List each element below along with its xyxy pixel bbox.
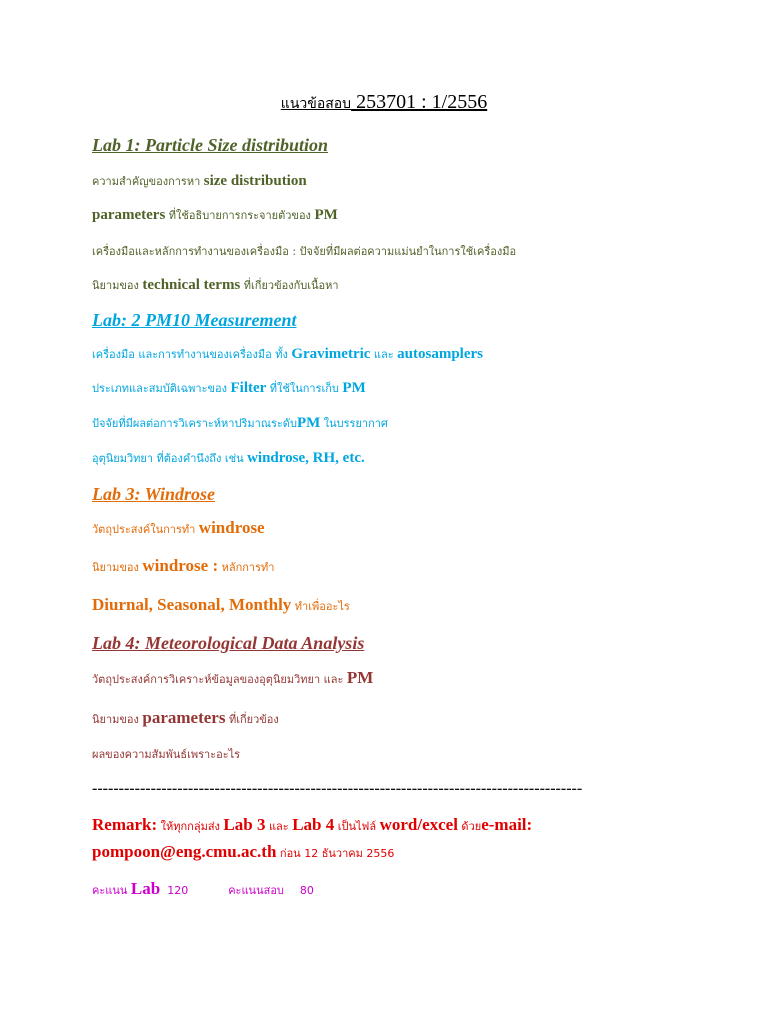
lab2-line-4: อุตุนิยมวิทยา ที่ต้องคำนึงถึง เช่น windrose, RH, etc.: [92, 450, 365, 466]
lab3-line-2: นิยามของ windrose : หลักการทำ: [92, 556, 275, 575]
lab3-line-1: วัตถุประสงค์ในการทำ windrose: [92, 518, 265, 537]
lab2-line-3: ปัจจัยที่มีผลต่อการวิเคราะห์หาปริมาณระดับPM ในบรรยากาศ: [92, 415, 388, 431]
lab2-heading: Lab: 2 PM10 Measurement: [92, 310, 297, 330]
lab4-heading: Lab 4: Meteorological Data Analysis: [92, 633, 365, 653]
lab2-line-2: ประเภทและสมบัติเฉพาะของ Filter ที่ใช้ในการเก็บ PM: [92, 380, 366, 396]
lab3-line-3: Diurnal, Seasonal, Monthly ทำเพื่ออะไร: [92, 595, 350, 614]
title-code: 253701 : 1/2556: [351, 91, 488, 113]
page-title: [0, 92, 768, 112]
lab4-line-3: ผลของความสัมพันธ์เพราะอะไร: [92, 748, 241, 761]
score-line: คะแนน Lab 120 คะแนนสอบ 80: [92, 879, 314, 898]
email-text: pompoon@eng.cmu.ac.th: [92, 842, 277, 861]
dashed-divider: --------------------------------------------------------------------------------------------: [92, 780, 583, 797]
remark-label: Remark:: [92, 815, 158, 834]
lab1-line-4: นิยามของ technical terms ที่เกี่ยวข้องกับเนื้อหา: [92, 277, 339, 293]
remark-line-1: Remark: ให้ทุกกลุ่มส่ง Lab 3 และ Lab 4 เป็นไฟล์ word/excel ด้วยe-mail:: [92, 815, 533, 834]
lab4-line-2: นิยามของ parameters ที่เกี่ยวข้อง: [92, 708, 279, 727]
remark-line-2: pompoon@eng.cmu.ac.th ก่อน 12 ธันวาคม 2556: [92, 842, 395, 861]
lab2-line-1: เครื่องมือ และการทำงานของเครื่องมือ ทั้ง Gravimetric และ autosamplers: [92, 346, 484, 362]
lab4-line-1: วัตถุประสงค์การวิเคราะห์ข้อมูลของอุตุนิยมวิทยา และ PM: [92, 668, 374, 687]
lab1-line-3: เครื่องมือและหลักการทำงานของเครื่องมือ : ปัจจัยที่มีผลต่อความแม่นยำในการใช้เครื่องมือ: [92, 245, 517, 258]
lab1-line-1: ความสำคัญของการหา size distribution: [92, 173, 307, 189]
lab3-heading: Lab 3: Windrose: [92, 484, 216, 504]
title-thai: แนวข้อสอบ: [280, 96, 352, 112]
lab1-line-2: parameters ที่ใช้อธิบายการกระจายตัวของ PM: [92, 207, 338, 223]
lab1-heading: Lab 1: Particle Size distribution: [92, 135, 329, 155]
